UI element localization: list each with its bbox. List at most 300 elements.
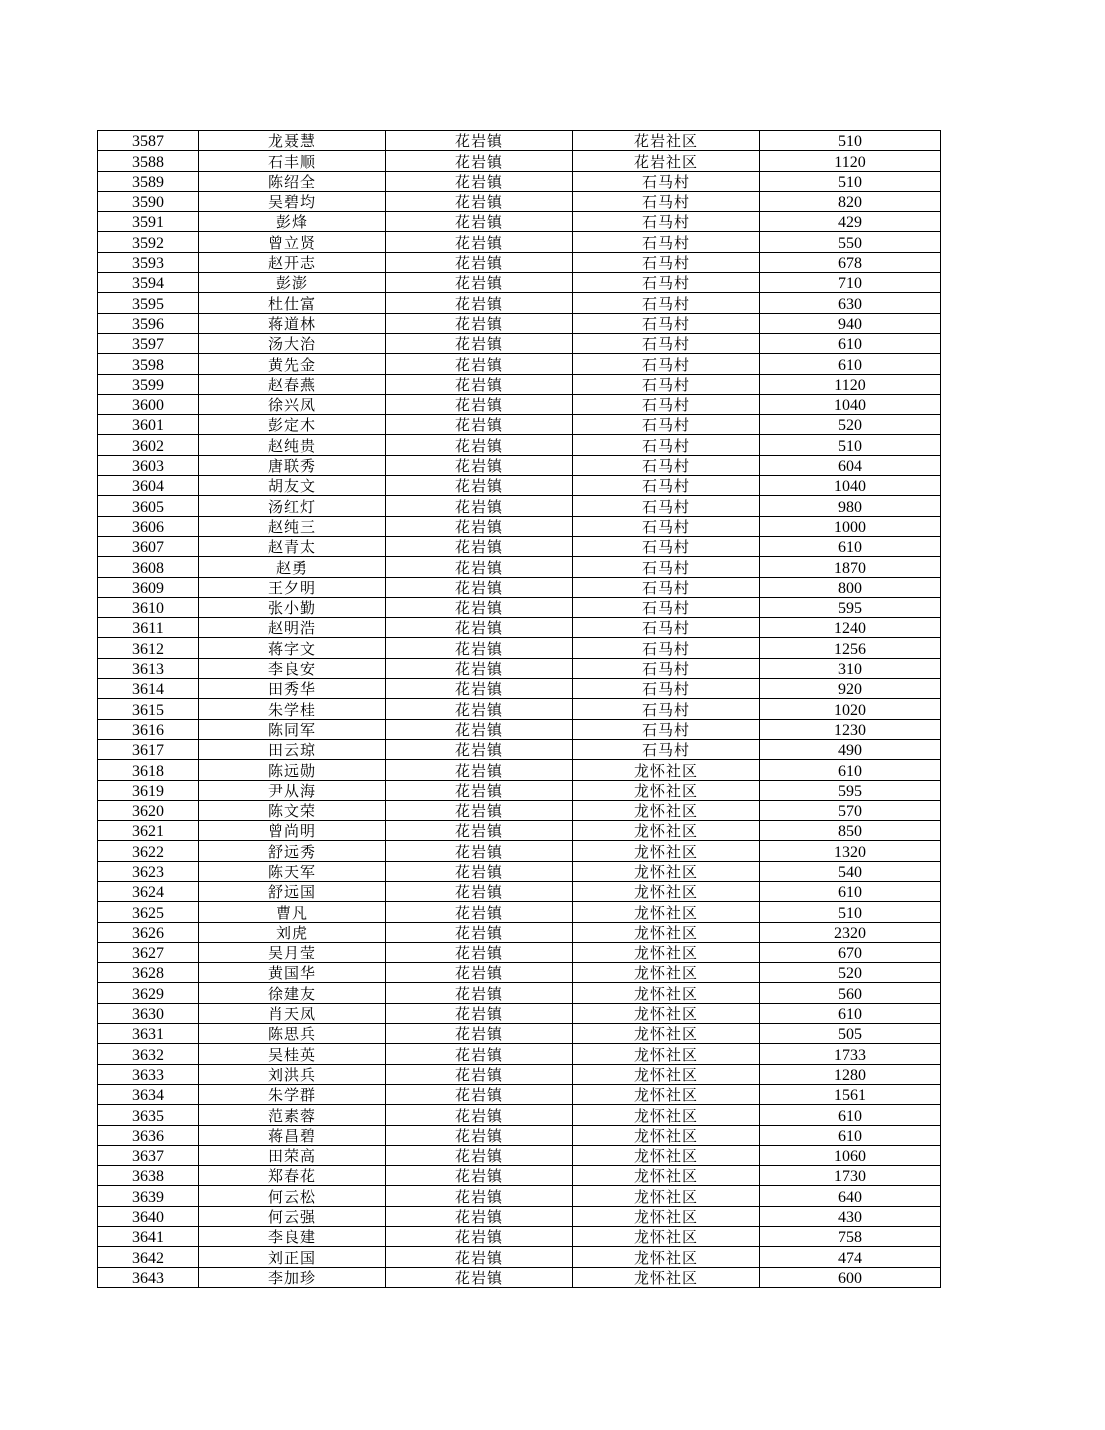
cell-serial-number: 3637 (98, 1145, 199, 1165)
cell-village: 龙怀社区 (573, 922, 760, 942)
cell-serial-number: 3605 (98, 496, 199, 516)
cell-amount: 678 (760, 252, 941, 272)
cell-town: 花岩镇 (386, 394, 573, 414)
cell-name: 赵勇 (199, 557, 386, 577)
table-row (98, 902, 941, 922)
table-row (98, 232, 941, 252)
cell-town: 花岩镇 (386, 131, 573, 151)
cell-village: 龙怀社区 (573, 1024, 760, 1044)
cell-village: 石马村 (573, 496, 760, 516)
cell-town: 花岩镇 (386, 1003, 573, 1023)
cell-amount: 1120 (760, 374, 941, 394)
cell-serial-number: 3639 (98, 1186, 199, 1206)
table-row (98, 983, 941, 1003)
cell-name: 田荣高 (199, 1145, 386, 1165)
cell-amount: 610 (760, 333, 941, 353)
cell-village: 石马村 (573, 333, 760, 353)
table-row (98, 821, 941, 841)
cell-serial-number: 3587 (98, 131, 199, 151)
cell-serial-number: 3599 (98, 374, 199, 394)
cell-name: 石丰顺 (199, 151, 386, 171)
cell-serial-number: 3643 (98, 1267, 199, 1287)
table-row (98, 496, 941, 516)
cell-amount: 600 (760, 1267, 941, 1287)
cell-town: 花岩镇 (386, 963, 573, 983)
cell-name: 田云琼 (199, 739, 386, 759)
cell-serial-number: 3627 (98, 942, 199, 962)
cell-town: 花岩镇 (386, 374, 573, 394)
cell-village: 石马村 (573, 191, 760, 211)
cell-amount: 310 (760, 658, 941, 678)
cell-town: 花岩镇 (386, 455, 573, 475)
cell-town: 花岩镇 (386, 151, 573, 171)
cell-town: 花岩镇 (386, 557, 573, 577)
cell-name: 肖天凤 (199, 1003, 386, 1023)
cell-town: 花岩镇 (386, 881, 573, 901)
cell-village: 石马村 (573, 313, 760, 333)
cell-serial-number: 3611 (98, 618, 199, 638)
cell-name: 刘正国 (199, 1247, 386, 1267)
cell-village: 石马村 (573, 476, 760, 496)
cell-village: 石马村 (573, 536, 760, 556)
cell-town: 花岩镇 (386, 577, 573, 597)
cell-town: 花岩镇 (386, 333, 573, 353)
cell-village: 龙怀社区 (573, 1064, 760, 1084)
cell-village: 石马村 (573, 455, 760, 475)
cell-serial-number: 3592 (98, 232, 199, 252)
cell-serial-number: 3612 (98, 638, 199, 658)
cell-name: 舒远秀 (199, 841, 386, 861)
cell-amount: 570 (760, 800, 941, 820)
cell-amount: 800 (760, 577, 941, 597)
cell-town: 花岩镇 (386, 1145, 573, 1165)
cell-name: 蒋道林 (199, 313, 386, 333)
cell-name: 黄先金 (199, 354, 386, 374)
cell-village: 龙怀社区 (573, 1206, 760, 1226)
cell-amount: 1730 (760, 1166, 941, 1186)
table-row (98, 739, 941, 759)
cell-amount: 758 (760, 1227, 941, 1247)
cell-village: 龙怀社区 (573, 1003, 760, 1023)
cell-village: 龙怀社区 (573, 760, 760, 780)
cell-name: 曾立贤 (199, 232, 386, 252)
table-row (98, 252, 941, 272)
cell-serial-number: 3601 (98, 415, 199, 435)
cell-name: 汤红灯 (199, 496, 386, 516)
cell-serial-number: 3588 (98, 151, 199, 171)
cell-name: 刘洪兵 (199, 1064, 386, 1084)
cell-amount: 1040 (760, 394, 941, 414)
cell-town: 花岩镇 (386, 354, 573, 374)
cell-village: 石马村 (573, 719, 760, 739)
cell-serial-number: 3623 (98, 861, 199, 881)
cell-town: 花岩镇 (386, 861, 573, 881)
table-row (98, 293, 941, 313)
cell-name: 陈远勋 (199, 760, 386, 780)
cell-town: 花岩镇 (386, 232, 573, 252)
table-body (98, 131, 941, 1288)
cell-serial-number: 3593 (98, 252, 199, 272)
table-row (98, 476, 941, 496)
cell-serial-number: 3607 (98, 536, 199, 556)
cell-town: 花岩镇 (386, 1105, 573, 1125)
cell-serial-number: 3604 (98, 476, 199, 496)
cell-serial-number: 3616 (98, 719, 199, 739)
cell-village: 石马村 (573, 699, 760, 719)
cell-town: 花岩镇 (386, 435, 573, 455)
cell-amount: 610 (760, 760, 941, 780)
cell-village: 龙怀社区 (573, 963, 760, 983)
cell-serial-number: 3617 (98, 739, 199, 759)
cell-town: 花岩镇 (386, 719, 573, 739)
cell-town: 花岩镇 (386, 415, 573, 435)
table-row (98, 1166, 941, 1186)
cell-name: 彭澎 (199, 273, 386, 293)
cell-town: 花岩镇 (386, 1267, 573, 1287)
cell-village: 龙怀社区 (573, 983, 760, 1003)
cell-amount: 820 (760, 191, 941, 211)
cell-name: 陈天军 (199, 861, 386, 881)
cell-serial-number: 3609 (98, 577, 199, 597)
cell-town: 花岩镇 (386, 496, 573, 516)
cell-village: 龙怀社区 (573, 1267, 760, 1287)
cell-amount: 610 (760, 1003, 941, 1023)
cell-amount: 610 (760, 536, 941, 556)
table-row (98, 577, 941, 597)
table-row (98, 131, 941, 151)
cell-serial-number: 3598 (98, 354, 199, 374)
cell-name: 朱学群 (199, 1084, 386, 1104)
cell-village: 龙怀社区 (573, 821, 760, 841)
cell-name: 陈同军 (199, 719, 386, 739)
table-row (98, 942, 941, 962)
cell-name: 张小勤 (199, 597, 386, 617)
cell-village: 龙怀社区 (573, 1166, 760, 1186)
cell-town: 花岩镇 (386, 252, 573, 272)
cell-name: 陈思兵 (199, 1024, 386, 1044)
cell-town: 花岩镇 (386, 1084, 573, 1104)
cell-village: 石马村 (573, 252, 760, 272)
cell-village: 石马村 (573, 739, 760, 759)
cell-serial-number: 3629 (98, 983, 199, 1003)
cell-name: 曹凡 (199, 902, 386, 922)
cell-serial-number: 3634 (98, 1084, 199, 1104)
cell-serial-number: 3635 (98, 1105, 199, 1125)
cell-amount: 429 (760, 212, 941, 232)
cell-amount: 610 (760, 354, 941, 374)
cell-village: 龙怀社区 (573, 1125, 760, 1145)
table-row (98, 394, 941, 414)
cell-name: 陈绍全 (199, 171, 386, 191)
cell-amount: 640 (760, 1186, 941, 1206)
cell-name: 龙聂慧 (199, 131, 386, 151)
cell-amount: 850 (760, 821, 941, 841)
cell-amount: 550 (760, 232, 941, 252)
cell-town: 花岩镇 (386, 1247, 573, 1267)
table-row (98, 1044, 941, 1064)
cell-amount: 520 (760, 415, 941, 435)
cell-name: 尹从海 (199, 780, 386, 800)
cell-name: 王夕明 (199, 577, 386, 597)
cell-serial-number: 3619 (98, 780, 199, 800)
cell-amount: 940 (760, 313, 941, 333)
cell-amount: 474 (760, 1247, 941, 1267)
cell-name: 刘虎 (199, 922, 386, 942)
table-row (98, 1003, 941, 1023)
cell-amount: 610 (760, 881, 941, 901)
cell-amount: 1060 (760, 1145, 941, 1165)
cell-village: 龙怀社区 (573, 1105, 760, 1125)
cell-serial-number: 3610 (98, 597, 199, 617)
cell-village: 龙怀社区 (573, 861, 760, 881)
cell-village: 石马村 (573, 618, 760, 638)
cell-town: 花岩镇 (386, 699, 573, 719)
table-row (98, 313, 941, 333)
table-row (98, 760, 941, 780)
cell-name: 杜仕富 (199, 293, 386, 313)
cell-town: 花岩镇 (386, 1166, 573, 1186)
cell-name: 朱学桂 (199, 699, 386, 719)
cell-name: 赵开志 (199, 252, 386, 272)
cell-amount: 710 (760, 273, 941, 293)
cell-amount: 1020 (760, 699, 941, 719)
cell-town: 花岩镇 (386, 638, 573, 658)
table-row (98, 1105, 941, 1125)
table-row (98, 1267, 941, 1287)
table-row (98, 171, 941, 191)
cell-village: 石马村 (573, 577, 760, 597)
cell-amount: 510 (760, 435, 941, 455)
table-row (98, 212, 941, 232)
cell-serial-number: 3591 (98, 212, 199, 232)
cell-amount: 540 (760, 861, 941, 881)
cell-amount: 1230 (760, 719, 941, 739)
cell-town: 花岩镇 (386, 293, 573, 313)
cell-name: 徐兴凤 (199, 394, 386, 414)
cell-village: 石马村 (573, 638, 760, 658)
cell-serial-number: 3596 (98, 313, 199, 333)
table-row (98, 354, 941, 374)
cell-serial-number: 3594 (98, 273, 199, 293)
cell-serial-number: 3621 (98, 821, 199, 841)
table-row (98, 780, 941, 800)
cell-village: 龙怀社区 (573, 841, 760, 861)
cell-serial-number: 3642 (98, 1247, 199, 1267)
cell-name: 田秀华 (199, 679, 386, 699)
table-row (98, 374, 941, 394)
cell-village: 龙怀社区 (573, 902, 760, 922)
table-row (98, 679, 941, 699)
cell-town: 花岩镇 (386, 1206, 573, 1226)
cell-serial-number: 3608 (98, 557, 199, 577)
cell-name: 赵明浩 (199, 618, 386, 638)
cell-amount: 560 (760, 983, 941, 1003)
cell-amount: 1240 (760, 618, 941, 638)
cell-village: 龙怀社区 (573, 780, 760, 800)
cell-town: 花岩镇 (386, 841, 573, 861)
table-row (98, 963, 941, 983)
cell-town: 花岩镇 (386, 273, 573, 293)
table-row (98, 1125, 941, 1145)
cell-serial-number: 3626 (98, 922, 199, 942)
cell-amount: 430 (760, 1206, 941, 1226)
cell-name: 汤大治 (199, 333, 386, 353)
cell-serial-number: 3624 (98, 881, 199, 901)
cell-serial-number: 3614 (98, 679, 199, 699)
table-row (98, 536, 941, 556)
cell-name: 舒远国 (199, 881, 386, 901)
cell-amount: 610 (760, 1125, 941, 1145)
cell-town: 花岩镇 (386, 658, 573, 678)
table-row (98, 1145, 941, 1165)
cell-serial-number: 3630 (98, 1003, 199, 1023)
cell-town: 花岩镇 (386, 597, 573, 617)
cell-village: 龙怀社区 (573, 800, 760, 820)
cell-name: 胡友文 (199, 476, 386, 496)
cell-name: 蒋昌碧 (199, 1125, 386, 1145)
table-row (98, 922, 941, 942)
cell-village: 龙怀社区 (573, 1084, 760, 1104)
cell-town: 花岩镇 (386, 983, 573, 1003)
table-row (98, 1247, 941, 1267)
cell-serial-number: 3620 (98, 800, 199, 820)
cell-town: 花岩镇 (386, 1227, 573, 1247)
cell-amount: 1561 (760, 1084, 941, 1104)
cell-name: 曾尚明 (199, 821, 386, 841)
cell-name: 范素蓉 (199, 1105, 386, 1125)
cell-town: 花岩镇 (386, 780, 573, 800)
cell-town: 花岩镇 (386, 536, 573, 556)
cell-name: 吴月莹 (199, 942, 386, 962)
table-row (98, 1206, 941, 1226)
cell-serial-number: 3606 (98, 516, 199, 536)
cell-serial-number: 3595 (98, 293, 199, 313)
table-row (98, 415, 941, 435)
cell-village: 石马村 (573, 232, 760, 252)
table-row (98, 516, 941, 536)
cell-amount: 1120 (760, 151, 941, 171)
cell-town: 花岩镇 (386, 516, 573, 536)
table-row (98, 1084, 941, 1104)
cell-serial-number: 3600 (98, 394, 199, 414)
cell-serial-number: 3631 (98, 1024, 199, 1044)
cell-serial-number: 3603 (98, 455, 199, 475)
cell-town: 花岩镇 (386, 171, 573, 191)
cell-village: 花岩社区 (573, 151, 760, 171)
cell-village: 石马村 (573, 415, 760, 435)
cell-amount: 630 (760, 293, 941, 313)
cell-town: 花岩镇 (386, 739, 573, 759)
cell-amount: 604 (760, 455, 941, 475)
cell-amount: 510 (760, 902, 941, 922)
cell-serial-number: 3628 (98, 963, 199, 983)
cell-town: 花岩镇 (386, 679, 573, 699)
cell-amount: 670 (760, 942, 941, 962)
cell-village: 石马村 (573, 354, 760, 374)
cell-village: 石马村 (573, 679, 760, 699)
table-row (98, 151, 941, 171)
cell-name: 赵纯三 (199, 516, 386, 536)
cell-town: 花岩镇 (386, 800, 573, 820)
cell-village: 龙怀社区 (573, 942, 760, 962)
cell-village: 石马村 (573, 435, 760, 455)
cell-town: 花岩镇 (386, 212, 573, 232)
cell-serial-number: 3638 (98, 1166, 199, 1186)
table-row (98, 658, 941, 678)
cell-amount: 520 (760, 963, 941, 983)
cell-serial-number: 3632 (98, 1044, 199, 1064)
table-row (98, 455, 941, 475)
cell-town: 花岩镇 (386, 1064, 573, 1084)
cell-amount: 1733 (760, 1044, 941, 1064)
cell-town: 花岩镇 (386, 922, 573, 942)
table-row (98, 273, 941, 293)
cell-amount: 610 (760, 1105, 941, 1125)
cell-serial-number: 3625 (98, 902, 199, 922)
table-row (98, 597, 941, 617)
cell-name: 李加珍 (199, 1267, 386, 1287)
cell-amount: 595 (760, 597, 941, 617)
cell-name: 蒋字文 (199, 638, 386, 658)
cell-serial-number: 3641 (98, 1227, 199, 1247)
table-row (98, 841, 941, 861)
cell-village: 石马村 (573, 516, 760, 536)
cell-village: 石马村 (573, 212, 760, 232)
cell-name: 李良安 (199, 658, 386, 678)
cell-village: 石马村 (573, 394, 760, 414)
table-row (98, 191, 941, 211)
cell-name: 郑春花 (199, 1166, 386, 1186)
table-row (98, 881, 941, 901)
cell-amount: 490 (760, 739, 941, 759)
cell-town: 花岩镇 (386, 476, 573, 496)
cell-village: 龙怀社区 (573, 881, 760, 901)
cell-amount: 1256 (760, 638, 941, 658)
table-row (98, 435, 941, 455)
cell-town: 花岩镇 (386, 1044, 573, 1064)
cell-name: 赵纯贵 (199, 435, 386, 455)
cell-amount: 1040 (760, 476, 941, 496)
cell-village: 龙怀社区 (573, 1145, 760, 1165)
cell-name: 吴碧均 (199, 191, 386, 211)
cell-town: 花岩镇 (386, 942, 573, 962)
cell-name: 陈文荣 (199, 800, 386, 820)
cell-amount: 920 (760, 679, 941, 699)
cell-town: 花岩镇 (386, 313, 573, 333)
cell-amount: 1280 (760, 1064, 941, 1084)
cell-serial-number: 3636 (98, 1125, 199, 1145)
cell-serial-number: 3622 (98, 841, 199, 861)
cell-name: 徐建友 (199, 983, 386, 1003)
cell-village: 花岩社区 (573, 131, 760, 151)
cell-amount: 980 (760, 496, 941, 516)
cell-amount: 1870 (760, 557, 941, 577)
cell-name: 彭烽 (199, 212, 386, 232)
cell-name: 彭定木 (199, 415, 386, 435)
table-row (98, 699, 941, 719)
table-row (98, 719, 941, 739)
cell-village: 石马村 (573, 597, 760, 617)
cell-amount: 510 (760, 171, 941, 191)
cell-serial-number: 3597 (98, 333, 199, 353)
cell-village: 石马村 (573, 557, 760, 577)
cell-name: 何云松 (199, 1186, 386, 1206)
cell-village: 石马村 (573, 374, 760, 394)
table-row (98, 557, 941, 577)
cell-name: 黄国华 (199, 963, 386, 983)
table-row (98, 800, 941, 820)
cell-village: 石马村 (573, 273, 760, 293)
